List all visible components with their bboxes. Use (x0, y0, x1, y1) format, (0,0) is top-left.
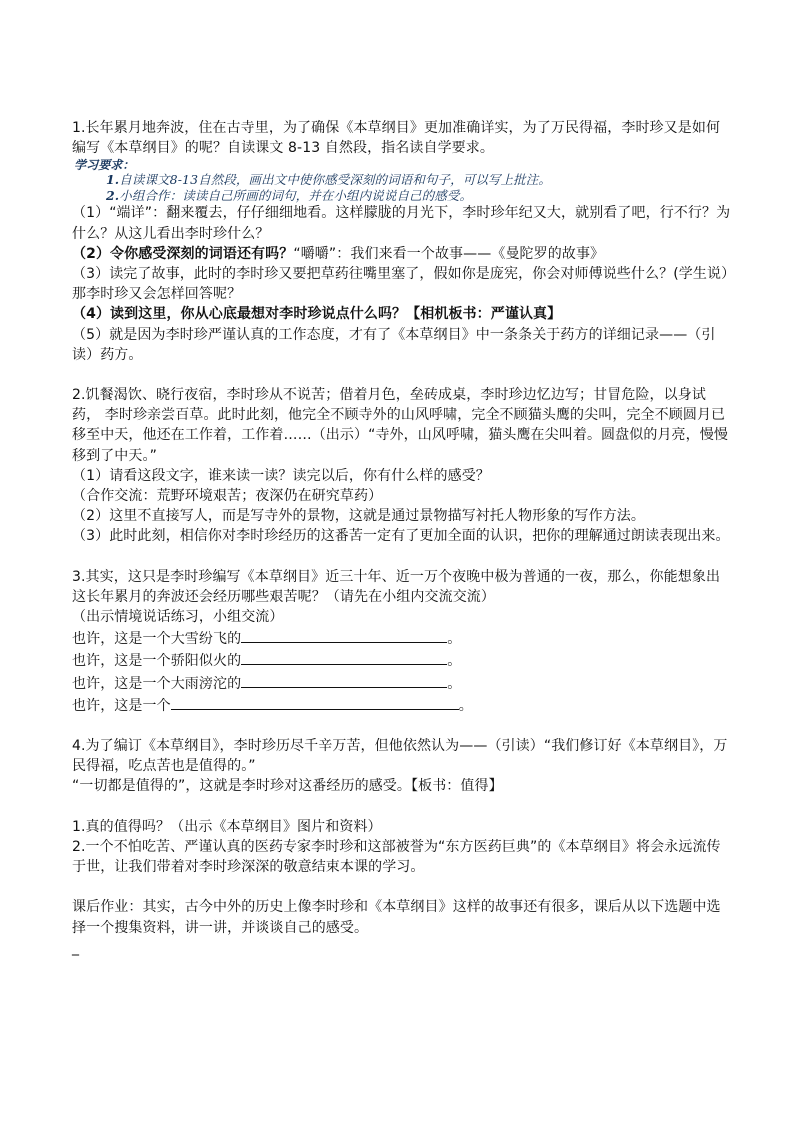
sec1-question-5: （5）就是因为李时珍严谨认真的工作态度，才有了《本草纲目》中一条条关于药方的详细记录——（引读）药方。 (72, 326, 716, 363)
lesson-content (72, 118, 732, 958)
trailing-mark: _ (72, 939, 80, 956)
sec1-question-1: （1）“端详”：翻来覆去，仔仔细细地看。这样朦胧的月光下，李时珍年纪又大，就别看了吧，行不行？为什么？从这儿看出李时珍什么？ (72, 205, 731, 242)
fill-in-line: 也许，这是一个骄阳似火的 。 (72, 649, 732, 671)
fill-in-line: 也许，这是一个 。 (72, 694, 732, 716)
sec2-question-2: （2）这里不直接写人，而是写寺外的景物，这就是通过景物描写衬托人物形象的写作方法。 (72, 508, 646, 525)
sec2-question-1-note: （合作交流：荒野环境艰苦；夜深仍在研究草药） (72, 488, 383, 505)
blank-line[interactable] (241, 649, 447, 665)
sec1-question-2: （2）令你感受深刻的词语还有吗？“嚼嚼”：我们来看一个故事——《曼陀罗的故事》 (72, 245, 605, 262)
sec4-intro: 4.为了编订《本草纲目》，李时珍历尽千辛万苦，但他依然认为——（引读）“我们修订好《本草纲目》，万民得福，吃点苦也是值得的。” (72, 738, 728, 775)
spacer (72, 547, 732, 567)
blank-line[interactable] (241, 672, 447, 688)
fill-in-line: 也许，这是一个大雪纷飞的 。 (72, 627, 732, 649)
spacer (72, 877, 732, 897)
sec3-note: （出示情境说话练习，小组交流） (72, 609, 284, 626)
sec1-question-4: （4）读到这里，你从心底最想对李时珍说点什么吗？【相机板书：严谨认真】 (72, 306, 562, 323)
sec1-question-3: （3）读完了故事，此时的李时珍又要把草药往嘴里塞了，假如你是庞宪，你会对师傅说些什么？(学生说）那李时珍又会怎样回答呢？ (72, 266, 729, 303)
fill-in-line: 也许，这是一个大雨滂沱的 。 (72, 672, 732, 694)
homework: 课后作业：其实，古今中外的历史上像李时珍和《本草纲目》这样的故事还有很多，课后从以下选题中选择一个搜集资料，讲一讲，并谈谈自己的感受。 (72, 899, 721, 936)
sec2-question-1: （1）请看这段文字，谁来读一读？读完以后，你有什么样的感受？ (72, 467, 490, 484)
sec2-intro: 2.饥餐渴饮、晓行夜宿，李时珍从不说苦；借着月色，垒砖成桌，李时珍边忆边写；甘冒危险，以身试药， 李时珍亲尝百草。此时此刻，他完全不顾寺外的山风呼啸，完全不顾猫头鹰的尖叫，完全不顾圆月已移至中天，他还在工作着，工作着……（出示）“寺外，山风呼啸，猫头鹰在尖叫着。圆盘似的月亮，慢慢移到了中天。” (72, 387, 728, 464)
learning-requirement-item: 2.小组合作：读读自己所画的词句，并在小组内说说自己的感受。 (106, 187, 473, 203)
sec3-intro: 3.其实，这只是李时珍编写《本草纲目》近三十年、近一万个夜晚中极为普通的一夜，那么，你能想象出这长年累月的奔波还会经历哪些艰苦呢？（请先在小组内交流交流） (72, 568, 721, 605)
sec5-point-1: 1.真的值得吗？（出示《本草纲目》图片和资料） (72, 818, 382, 835)
sec1-intro: 1.长年累月地奔波，住在古寺里，为了确保《本草纲目》更加准确详实，为了万民得福，李时珍又是如何编写《本草纲目》的呢？自读课文 8-13 自然段，指名读自学要求。 (72, 120, 721, 157)
sec4-line-2: “一切都是值得的”，这就是李时珍对这番经历的感受。【板书：值得】 (72, 778, 503, 795)
spacer (72, 365, 732, 385)
sec5-point-2: 2.一个不怕吃苦、严谨认真的医药专家李时珍和这部被誉为“东方医药巨典”的《本草纲目》将会永远流传于世，让我们带着对李时珍深深的敬意结束本课的学习。 (72, 838, 721, 876)
spacer (72, 797, 732, 817)
learning-requirements-title: 学习要求： (74, 158, 135, 173)
blank-line[interactable] (241, 627, 447, 643)
sec2-question-3: （3）此时此刻，相信你对李时珍经历的这番苦一定有了更加全面的认识，把你的理解通过朗读表现出来。 (72, 528, 730, 545)
blank-line[interactable] (171, 694, 459, 710)
learning-requirement-item: 1.自读课文8-13自然段，画出文中使你感受深刻的词语和句子，可以写上批注。 (106, 172, 551, 188)
spacer (72, 716, 732, 736)
